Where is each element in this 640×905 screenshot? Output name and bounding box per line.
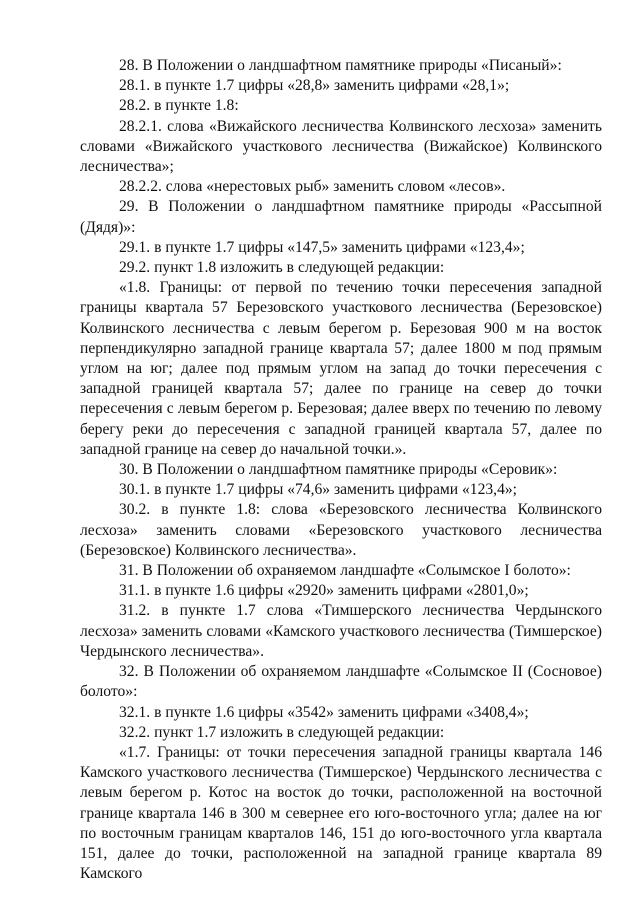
paragraph-32-1: 32.1. в пункте 1.6 цифры «3542» заменить цифрами «3408,4»; [119, 703, 529, 721]
paragraph-31-1: 31.1. в пункте 1.6 цифры «2920» заменить цифрами «2801,0»; [119, 582, 529, 600]
document-page [80, 56, 602, 884]
paragraph-32: 32. В Положении об охраняемом ландшафте «Солымское II (Сосновое) болото»: [80, 663, 602, 701]
paragraph-31-2: 31.2. в пункте 1.7 слова «Тимшерского лесничества Чердынского лесхоза» заменить словами «Камского участкового лесничества (Тимшерское) Чердынского лесничества». [80, 602, 602, 660]
paragraph-28-1: 28.1. в пункте 1.7 цифры «28,8» заменить цифрами «28,1»; [119, 77, 510, 95]
paragraph-28: 28. В Положении о ландшафтном памятнике природы «Писаный»: [119, 57, 562, 74]
paragraph-boundary-1-7: «1.7. Границы: от точки пересечения западной границы квартала 146 Камского участкового лесничества (Тимшерское) Чердынского лесничества с левым берегом р. Котос на восток до точки, расположенной на восточной границе квартала 146 в 300 м севернее его юго-восточного угла; далее на юг по восточным границам кварталов 146, 151 до юго-восточного угла квартала 151, далее до точки, расположенной на западной границе квартала 89 Камского [80, 743, 602, 883]
paragraph-28-2-2: 28.2.2. слова «нерестовых рыб» заменить словом «лесов». [119, 178, 506, 196]
paragraph-29-2: 29.2. пункт 1.8 изложить в следующей редакции: [119, 259, 445, 277]
paragraph-29-1: 29.1. в пункте 1.7 цифры «147,5» заменить цифрами «123,4»; [119, 238, 525, 256]
paragraph-30-2: 30.2. в пункте 1.8: слова «Березовского лесничества Колвинского лесхоза» заменить словами «Березовского участкового лесничества (Березовское) Колвинского лесничества». [80, 501, 602, 559]
paragraph-28-2-1: 28.2.1. слова «Вижайского лесничества Колвинского лесхоза» заменить словами «Вижайского участкового лесничества (Вижайское) Колвинского лесничества»; [80, 117, 602, 176]
paragraph-32-2: 32.2. пункт 1.7 изложить в следующей редакции: [119, 723, 445, 741]
paragraph-31: 31. В Положении об охраняемом ландшафте «Солымское I болото»: [119, 562, 571, 580]
paragraph-boundary-1-8: «1.8. Границы: от первой по течению точки пересечения западной границы квартала 57 Березовского участкового лесничества (Березовское) Колвинского лесничества с левым берегом р. Березовая 900 м на восток перпендикулярно западной границе квартала 57; далее 1800 м под прямым углом на юг; далее под прямым углом на запад до точки пересечения с западной границей квартала 57; далее по границе на север до точки пересечения с левым берегом р. Березовая; далее вверх по течению по левому берегу реки до пересечения с западной границей квартала 57, далее по западной границе на север до начальной точки.». [80, 279, 602, 458]
paragraph-29: 29. В Положении о ландшафтном памятнике природы «Рассыпной (Дядя)»: [80, 198, 602, 236]
paragraph-30: 30. В Положении о ландшафтном памятнике природы «Серовик»: [119, 461, 558, 479]
paragraph-30-1: 30.1. в пункте 1.7 цифры «74,6» заменить цифрами «123,4»; [119, 481, 517, 499]
paragraph-28-2: 28.2. в пункте 1.8: [119, 97, 239, 115]
